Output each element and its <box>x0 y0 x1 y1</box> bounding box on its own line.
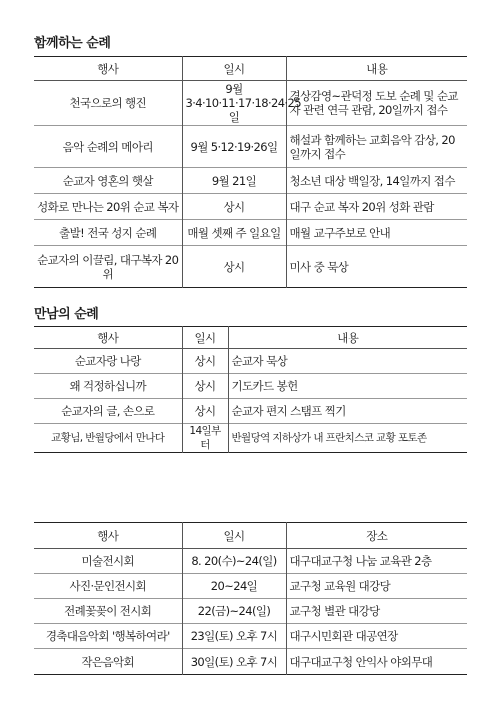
content-cell: 기도카드 봉헌 <box>228 374 467 399</box>
content-cell: 매월 교구주보로 안내 <box>286 220 467 246</box>
date-cell: 23일(토) 오후 7시 <box>182 624 286 649</box>
event-cell: 순교자 영혼의 햇살 <box>62 173 153 188</box>
table-row <box>34 194 467 220</box>
table-row <box>34 220 467 246</box>
header-content: 내용 <box>286 57 467 81</box>
table-row <box>34 599 467 624</box>
header-event: 행사 <box>97 528 119 543</box>
encounter-pilgrimage-table <box>34 326 467 453</box>
date-cell: 매월 셋째 주 일요일 <box>182 220 286 246</box>
event-cell: 사진·문인전시회 <box>69 579 147 593</box>
table-row <box>34 81 467 126</box>
table-row <box>34 624 467 649</box>
place-cell: 교구청 교육원 대강당 <box>286 574 467 599</box>
content-cell: 순교자 묵상 <box>228 349 467 374</box>
header-date: 일시 <box>182 57 286 81</box>
together-pilgrimage-table <box>34 56 467 288</box>
content-cell: 해설과 함께하는 교회음악 감상, 20일까지 접수 <box>286 126 467 168</box>
events-schedule-table <box>34 522 467 675</box>
date-cell: 20~24일 <box>182 574 286 599</box>
table-row <box>34 549 467 574</box>
event-cell: 전례꽃꽂이 전시회 <box>64 604 152 618</box>
event-cell: 천국으로의 행진 <box>69 96 147 110</box>
header-date: 일시 <box>182 327 228 349</box>
date-cell: 9월 21일 <box>182 168 286 194</box>
date-cell: 22(금)~24(일) <box>182 599 286 624</box>
header-event: 행사 <box>97 61 119 76</box>
header-date: 일시 <box>182 523 286 549</box>
header-place: 장소 <box>286 523 467 549</box>
table-row <box>34 649 467 675</box>
content-cell: 청소년 대상 백일장, 14일까지 접수 <box>286 168 467 194</box>
table-row <box>34 168 467 194</box>
place-cell: 대구시민회관 대공연장 <box>286 624 467 649</box>
event-cell: 왜 걱정하십니까 <box>69 379 147 393</box>
event-cell: 작은음악회 <box>81 654 135 669</box>
table-row <box>34 374 467 399</box>
date-cell: 9월 3·4·10·11·17·18·24·25일 <box>182 81 286 126</box>
event-cell: 순교자의 글, 손으로 <box>61 404 155 418</box>
date-cell: 상시 <box>182 349 228 374</box>
place-cell: 교구청 별관 대강당 <box>286 599 467 624</box>
section-title-encounter: 만남의 순례 <box>34 307 99 322</box>
header-event: 행사 <box>97 330 119 345</box>
content-cell: 대구 순교 복자 20위 성화 관람 <box>286 194 467 220</box>
event-cell: 미술전시회 <box>81 554 135 568</box>
table-row <box>34 246 467 288</box>
event-cell: 순교자의 이끌림, 대구복자 20위 <box>37 252 179 281</box>
date-cell: 8. 20(수)~24(일) <box>182 549 286 574</box>
place-cell: 대구대교구청 안익사 야외무대 <box>286 649 467 675</box>
table-row <box>34 424 467 453</box>
event-cell: 출발! 전국 성지 순례 <box>59 225 157 240</box>
header-content: 내용 <box>228 327 467 349</box>
date-cell: 14일부터 <box>182 424 228 453</box>
date-cell: 30일(토) 오후 7시 <box>182 649 286 675</box>
date-cell: 상시 <box>182 246 286 288</box>
section-title-together: 함께하는 순례 <box>34 36 111 51</box>
event-cell: 음악 순례의 메아리 <box>62 139 153 154</box>
date-cell: 9월 5·12·19·26일 <box>182 126 286 168</box>
date-cell: 상시 <box>182 194 286 220</box>
table-row <box>34 574 467 599</box>
content-cell: 미사 중 묵상 <box>286 246 467 288</box>
content-cell: 순교자 편지 스탬프 찍기 <box>228 399 467 424</box>
place-cell: 대구대교구청 나눔 교육관 2층 <box>286 549 467 574</box>
table-row <box>34 399 467 424</box>
content-cell: 경상감영~관덕정 도보 순례 및 순교자 관련 연극 관람, 20일까지 접수 <box>286 81 467 126</box>
date-cell: 상시 <box>182 374 228 399</box>
table-row <box>34 349 467 374</box>
table-row <box>34 126 467 168</box>
event-cell: 경축대음악회 '행복하여라' <box>45 629 170 643</box>
content-cell: 반월당역 지하상가 내 프란치스코 교황 포토존 <box>228 424 467 453</box>
event-cell: 교황님, 반월당에서 만나다 <box>51 432 165 444</box>
event-cell: 성화로 만나는 20위 순교 복자 <box>37 199 179 214</box>
date-cell: 상시 <box>182 399 228 424</box>
event-cell: 순교자랑 나랑 <box>74 354 141 368</box>
